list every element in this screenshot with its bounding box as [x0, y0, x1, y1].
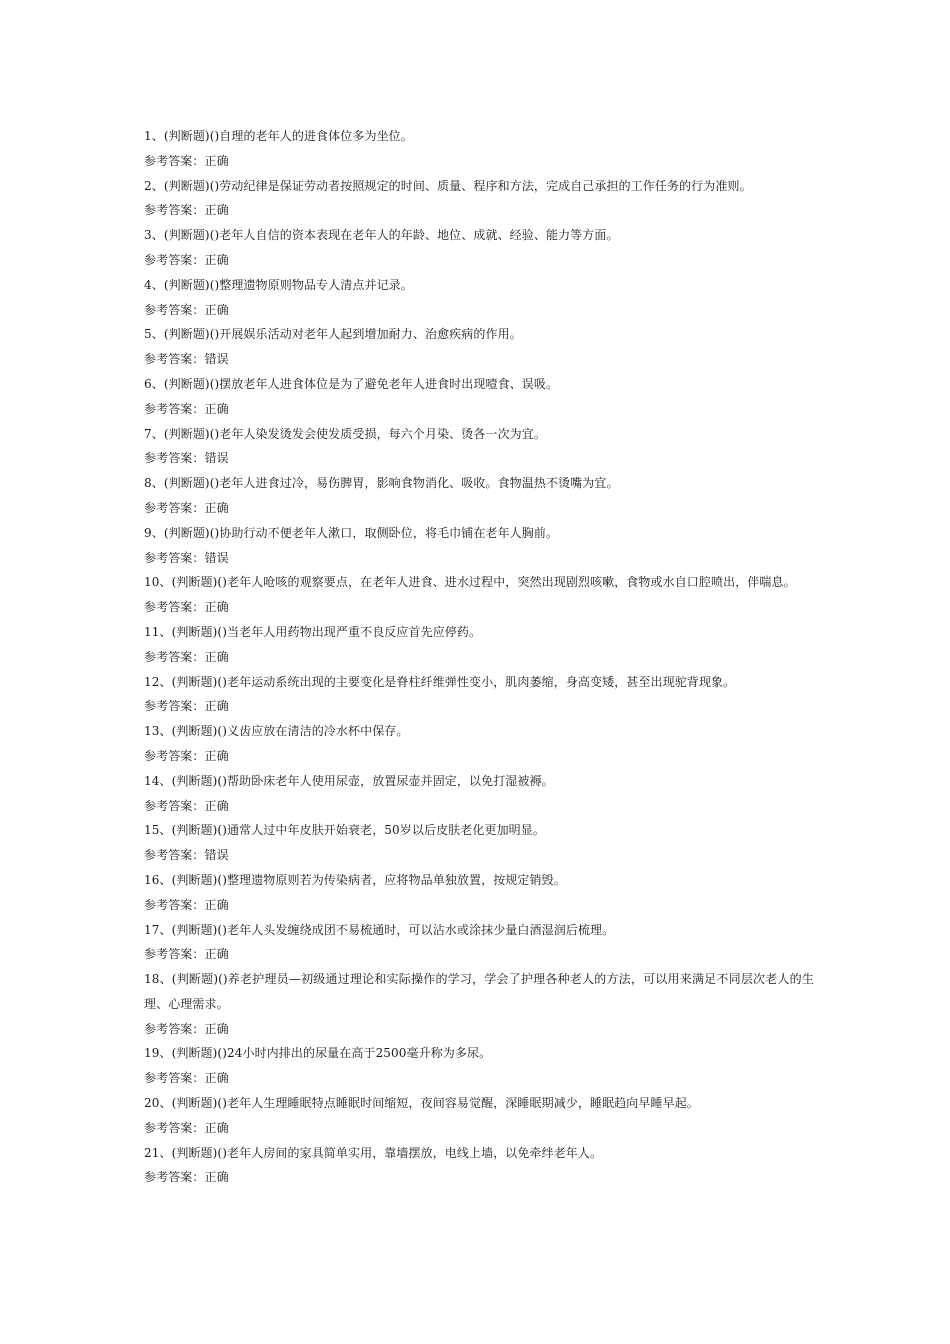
question-20: 20、(判断题)()老年人生理睡眠特点睡眠时间缩短，夜间容易觉醒，深睡眠期减少，睡眠趋向早睡早起。 — [144, 1096, 699, 1111]
answer-18: 参考答案：正确 — [144, 1021, 229, 1036]
question-2: 2、(判断题)()劳动纪律是保证劳动者按照规定的时间、质量、程序和方法，完成自己承担的工作任务的行为准则。 — [144, 178, 752, 193]
question-11: 11、(判断题)()当老年人用药物出现严重不良反应首先应停药。 — [144, 624, 482, 639]
answer-12: 参考答案：正确 — [144, 699, 229, 714]
question-7: 7、(判断题)()老年人染发烫发会使发质受损，每六个月染、烫各一次为宜。 — [144, 426, 546, 441]
question-12: 12、(判断题)()老年运动系统出现的主要变化是脊柱纤维弹性变小，肌肉萎缩，身高变矮，甚至出现驼背现象。 — [144, 674, 736, 689]
answer-20: 参考答案：正确 — [144, 1120, 229, 1135]
answer-2: 参考答案：正确 — [144, 203, 229, 218]
question-4: 4、(判断题)()整理遗物原则物品专人清点并记录。 — [144, 277, 413, 292]
answer-11: 参考答案：正确 — [144, 649, 229, 664]
question-6: 6、(判断题)()摆放老年人进食体位是为了避免老年人进食时出现噎食、误吸。 — [144, 376, 559, 391]
answer-1: 参考答案：正确 — [144, 153, 229, 168]
answer-13: 参考答案：正确 — [144, 748, 229, 763]
question-18: 18、(判断题)()养老护理员—初级通过理论和实际操作的学习，学会了护理各种老人的方法，可以用来满足不同层次老人的生理、心理需求。 — [144, 972, 814, 1011]
question-17: 17、(判断题)()老年人头发缠绕成团不易梳通时，可以沾水或涂抹少量白酒湿润后梳理。 — [144, 922, 615, 937]
answer-4: 参考答案：正确 — [144, 302, 229, 317]
answer-5: 参考答案：错误 — [144, 352, 229, 367]
question-14: 14、(判断题)()帮助卧床老年人使用尿壶，放置尿壶并固定，以免打湿被褥。 — [144, 773, 554, 788]
answer-6: 参考答案：正确 — [144, 401, 229, 416]
answer-10: 参考答案：正确 — [144, 600, 229, 615]
question-9: 9、(判断题)()协助行动不便老年人漱口，取侧卧位，将毛巾铺在老年人胸前。 — [144, 525, 559, 540]
answer-15: 参考答案：错误 — [144, 848, 229, 863]
question-list — [144, 124, 814, 1190]
answer-16: 参考答案：正确 — [144, 897, 229, 912]
question-21: 21、(判断题)()老年人房间的家具简单实用，靠墙摆放，电线上墙，以免牵绊老年人。 — [144, 1145, 603, 1160]
answer-14: 参考答案：正确 — [144, 798, 229, 813]
question-5: 5、(判断题)()开展娱乐活动对老年人起到增加耐力、治愈疾病的作用。 — [144, 327, 522, 342]
answer-8: 参考答案：正确 — [144, 500, 229, 515]
question-10: 10、(判断题)()老年人呛咳的观察要点，在老年人进食、进水过程中，突然出现剧烈咳嗽，食物或水自口腔喷出，伴喘息。 — [144, 575, 796, 590]
question-13: 13、(判断题)()义齿应放在清洁的冷水杯中保存。 — [144, 724, 409, 739]
question-8: 8、(判断题)()老年人进食过冷，易伤脾胃，影响食物消化、吸收。食物温热不烫嘴为宜。 — [144, 476, 619, 491]
question-15: 15、(判断题)()通常人过中年皮肤开始衰老，50岁以后皮肤老化更加明显。 — [144, 823, 545, 838]
question-3: 3、(判断题)()老年人自信的资本表现在老年人的年龄、地位、成就、经验、能力等方面。 — [144, 228, 619, 243]
answer-19: 参考答案：正确 — [144, 1071, 229, 1086]
answer-3: 参考答案：正确 — [144, 252, 229, 267]
answer-21: 参考答案：正确 — [144, 1170, 229, 1185]
question-1: 1、(判断题)()自理的老年人的进食体位多为坐位。 — [144, 129, 413, 143]
answer-9: 参考答案：错误 — [144, 550, 229, 565]
question-16: 16、(判断题)()整理遗物原则若为传染病者，应将物品单独放置，按规定销毁。 — [144, 872, 566, 887]
question-19: 19、(判断题)()24小时内排出的尿量在高于2500毫升称为多尿。 — [144, 1046, 492, 1061]
answer-7: 参考答案：错误 — [144, 451, 229, 466]
answer-17: 参考答案：正确 — [144, 947, 229, 962]
